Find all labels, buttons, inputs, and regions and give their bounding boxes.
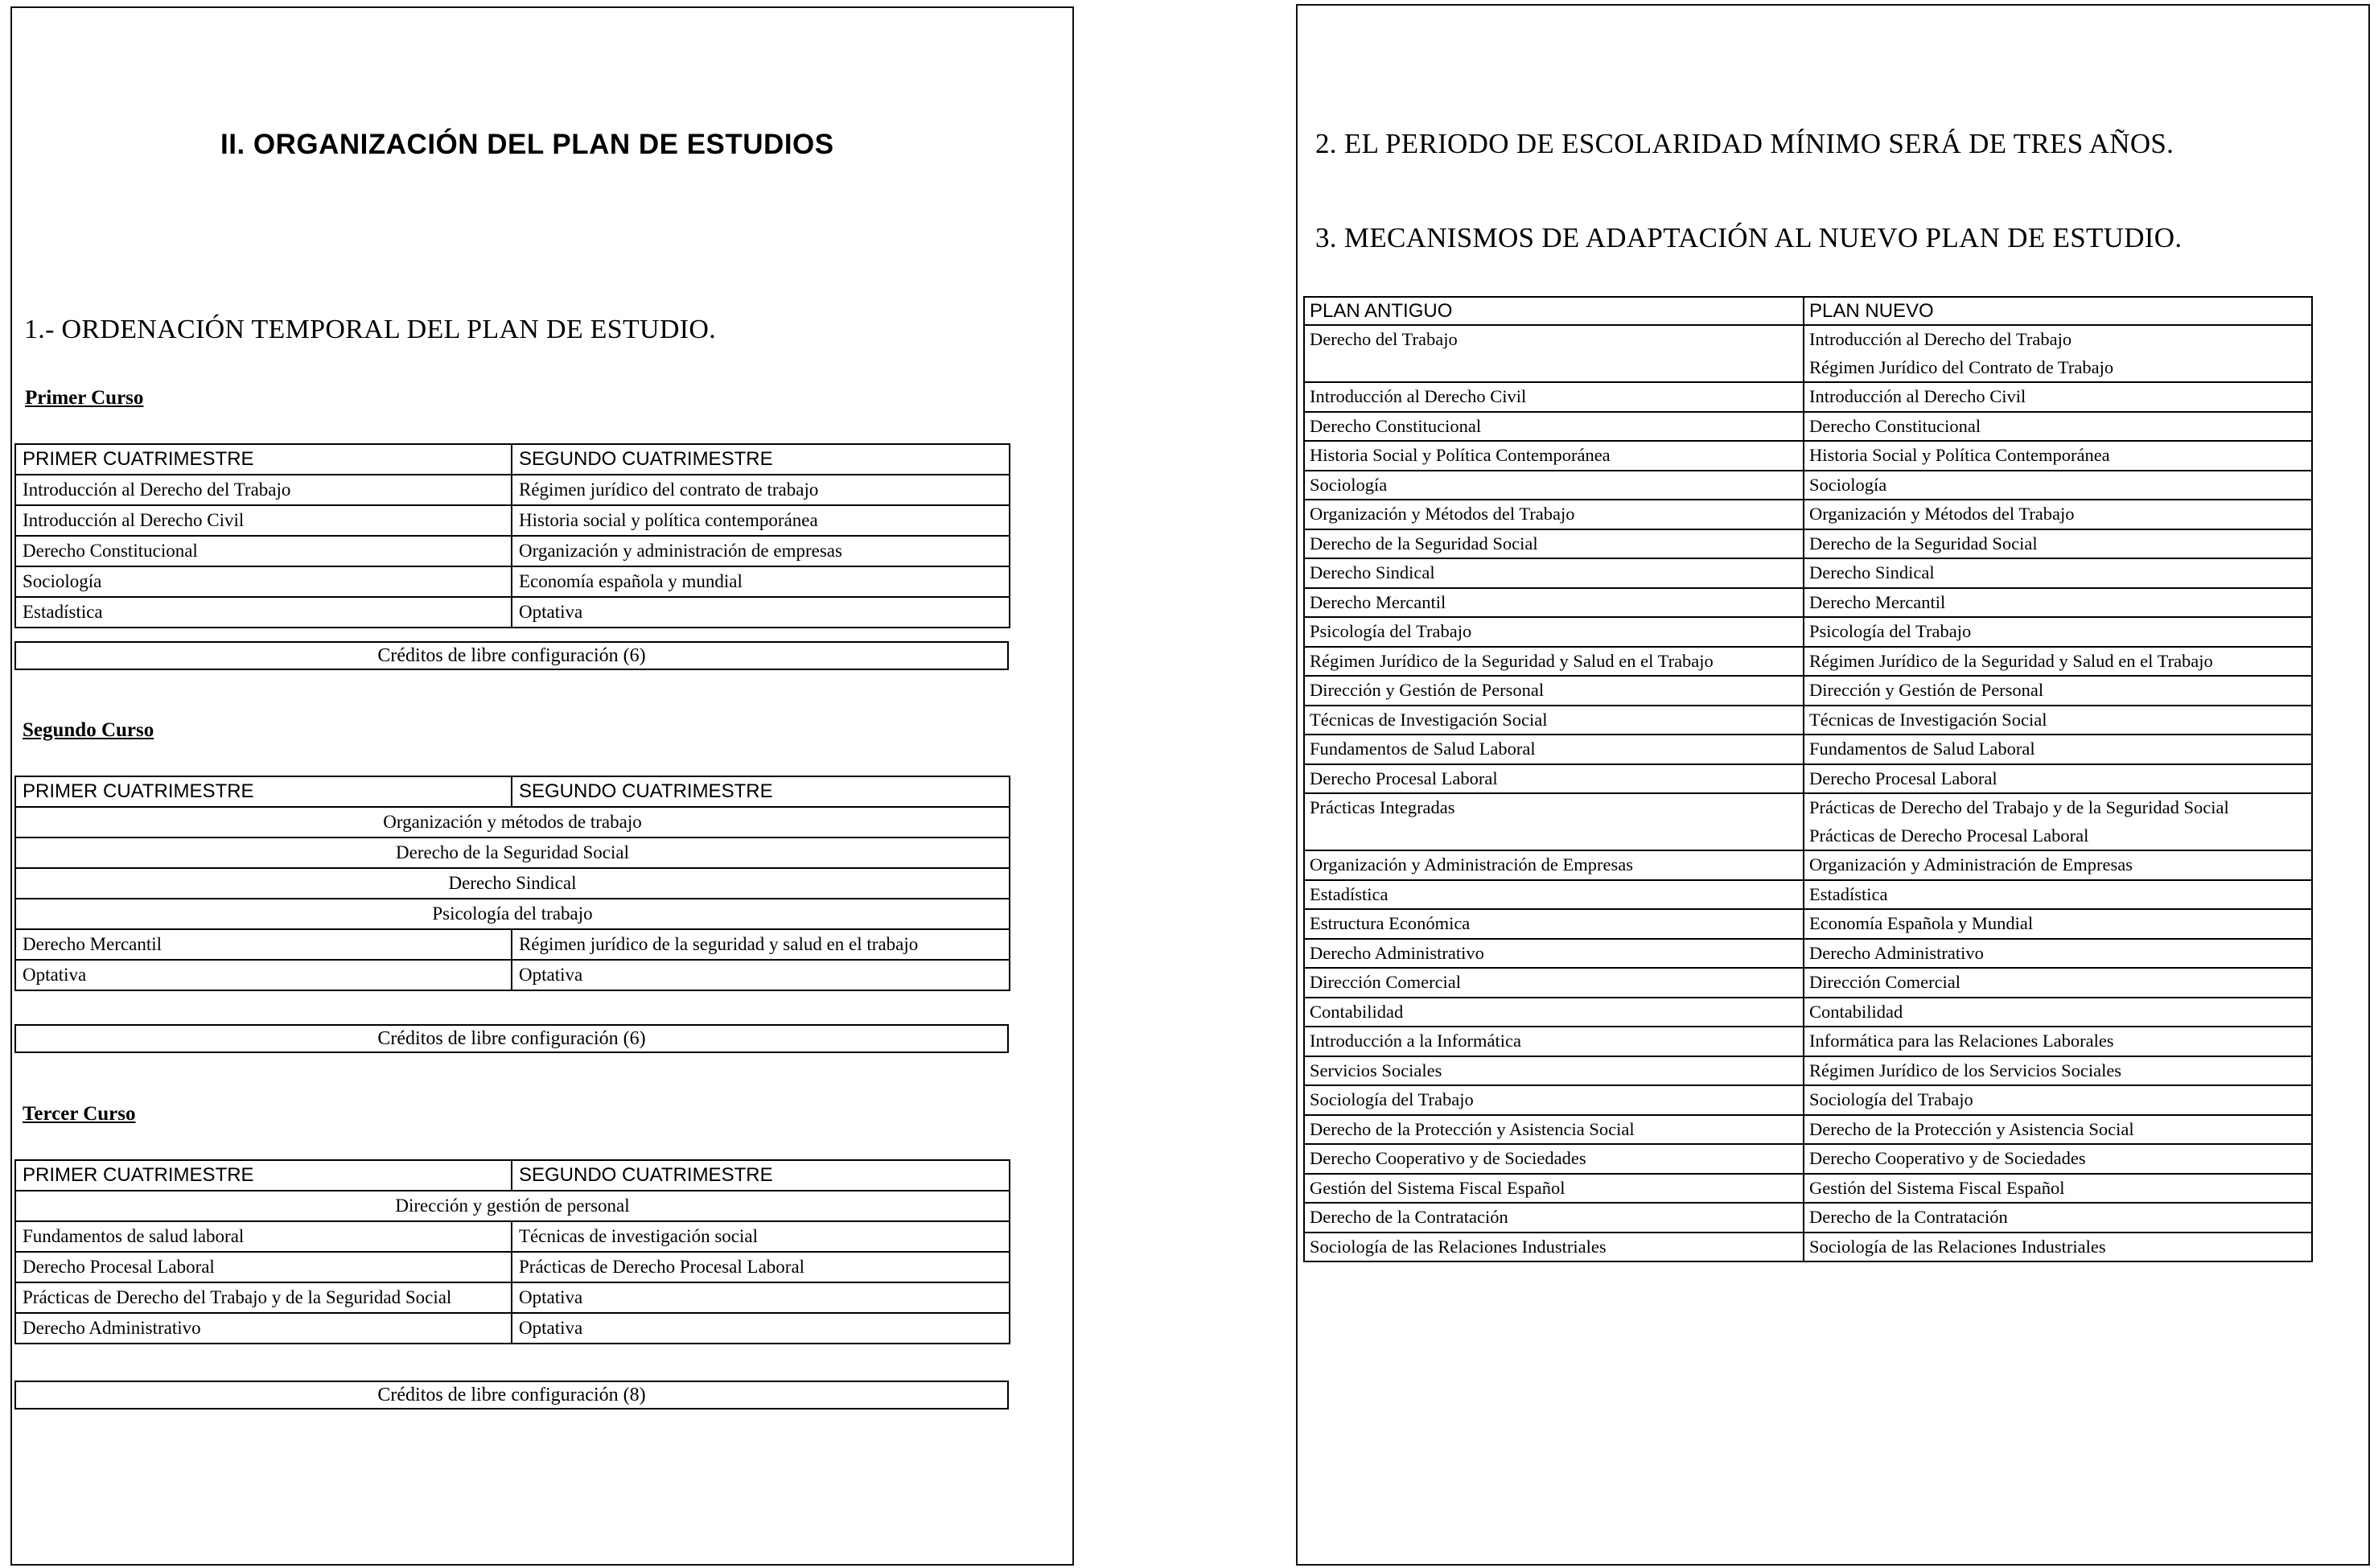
table-row bbox=[1304, 529, 2312, 559]
plan-nuevo-cell: Psicología del Trabajo bbox=[1804, 617, 2312, 647]
plan-antiguo-cell: Estadística bbox=[1304, 880, 1804, 910]
table-cell: Prácticas de Derecho Procesal Laboral bbox=[512, 1252, 1010, 1282]
table-row bbox=[1304, 909, 2312, 939]
plan-nuevo-cell: Derecho Procesal Laboral bbox=[1804, 764, 2312, 794]
section-heading-ordenacion: 1.- ORDENACIÓN TEMPORAL DEL PLAN DE ESTUDIO. bbox=[24, 315, 717, 344]
plan-antiguo-cell: Prácticas Integradas bbox=[1304, 793, 1804, 850]
table-row bbox=[15, 1191, 1010, 1221]
segundo-curso-table bbox=[14, 776, 1010, 991]
plan-nuevo-cell: Régimen Jurídico de los Servicios Sociales bbox=[1804, 1056, 2312, 1086]
table-cell: Optativa bbox=[512, 960, 1010, 990]
plan-nuevo-cell: Sociología de las Relaciones Industriales bbox=[1804, 1233, 2312, 1262]
table-row bbox=[1304, 1085, 2312, 1115]
plan-nuevo-cell: Derecho de la Protección y Asistencia Social bbox=[1804, 1115, 2312, 1145]
header-primer-cuatrimestre: PRIMER CUATRIMESTRE bbox=[15, 444, 512, 475]
plan-nuevo-cell: Técnicas de Investigación Social bbox=[1804, 706, 2312, 735]
table-row bbox=[1304, 500, 2312, 529]
plan-antiguo-cell: Sociología de las Relaciones Industriales bbox=[1304, 1233, 1804, 1262]
plan-nuevo-cell: Gestión del Sistema Fiscal Español bbox=[1804, 1174, 2312, 1204]
table-row bbox=[1304, 325, 2312, 382]
plan-antiguo-cell: Derecho Administrativo bbox=[1304, 939, 1804, 969]
plan-antiguo-cell: Derecho Mercantil bbox=[1304, 588, 1804, 618]
plan-antiguo-cell: Introducción al Derecho Civil bbox=[1304, 382, 1804, 412]
plan-antiguo-cell: Historia Social y Política Contemporánea bbox=[1304, 441, 1804, 471]
plan-antiguo-cell: Derecho de la Seguridad Social bbox=[1304, 529, 1804, 559]
table-header-row bbox=[15, 1160, 1010, 1191]
plan-antiguo-cell: Derecho Cooperativo y de Sociedades bbox=[1304, 1144, 1804, 1174]
plan-nuevo-cell: Derecho Sindical bbox=[1804, 558, 2312, 588]
primer-curso-table bbox=[14, 443, 1010, 628]
table-row bbox=[1304, 998, 2312, 1027]
plan-nuevo-cell: Contabilidad bbox=[1804, 998, 2312, 1027]
plan-antiguo-cell: Derecho Procesal Laboral bbox=[1304, 764, 1804, 794]
table-row bbox=[1304, 850, 2312, 880]
table-row bbox=[15, 868, 1010, 899]
header-segundo-cuatrimestre: SEGUNDO CUATRIMESTRE bbox=[512, 776, 1010, 807]
plan-nuevo-cell: Estadística bbox=[1804, 880, 2312, 910]
plan-antiguo-cell: Régimen Jurídico de la Seguridad y Salud en el Trabajo bbox=[1304, 647, 1804, 677]
table-row bbox=[1304, 676, 2312, 706]
plan-nuevo-cell: Economía Española y Mundial bbox=[1804, 909, 2312, 939]
table-row bbox=[15, 899, 1010, 929]
plan-nuevo-line: Prácticas de Derecho Procesal Laboral bbox=[1809, 825, 2089, 846]
plan-nuevo-cell: Régimen Jurídico de la Seguridad y Salud en el Trabajo bbox=[1804, 647, 2312, 677]
table-row bbox=[1304, 1115, 2312, 1145]
table-row bbox=[15, 929, 1010, 960]
table-row bbox=[1304, 441, 2312, 471]
plan-antiguo-cell: Contabilidad bbox=[1304, 998, 1804, 1027]
plan-antiguo-cell: Derecho de la Protección y Asistencia Social bbox=[1304, 1115, 1804, 1145]
plan-antiguo-cell: Dirección Comercial bbox=[1304, 968, 1804, 998]
table-cell: Economía española y mundial bbox=[512, 566, 1010, 597]
tercer-curso-table bbox=[14, 1159, 1010, 1344]
plan-antiguo-cell: Introducción a la Informática bbox=[1304, 1027, 1804, 1056]
table-cell: Fundamentos de salud laboral bbox=[15, 1221, 512, 1252]
table-row bbox=[1304, 735, 2312, 764]
table-cell-spanning: Derecho de la Seguridad Social bbox=[15, 838, 1010, 868]
table-row bbox=[1304, 558, 2312, 588]
table-cell: Régimen jurídico de la seguridad y salud en el trabajo bbox=[512, 929, 1010, 960]
table-row bbox=[15, 1282, 1010, 1313]
table-row bbox=[15, 1313, 1010, 1344]
plan-nuevo-cell: Derecho Administrativo bbox=[1804, 939, 2312, 969]
header-plan-antiguo: PLAN ANTIGUO bbox=[1304, 297, 1804, 325]
plan-antiguo-cell: Derecho Constitucional bbox=[1304, 412, 1804, 442]
table-row bbox=[1304, 382, 2312, 412]
curso-heading-tercer: Tercer Curso bbox=[23, 1103, 136, 1125]
table-row bbox=[15, 1221, 1010, 1252]
plan-antiguo-cell: Derecho de la Contratación bbox=[1304, 1203, 1804, 1233]
table-row bbox=[1304, 1056, 2312, 1086]
table-cell: Derecho Procesal Laboral bbox=[15, 1252, 512, 1282]
table-row bbox=[15, 838, 1010, 868]
plan-nuevo-cell: Derecho Cooperativo y de Sociedades bbox=[1804, 1144, 2312, 1174]
table-cell: Estadística bbox=[15, 597, 512, 628]
document-title: II. ORGANIZACIÓN DEL PLAN DE ESTUDIOS bbox=[220, 129, 834, 160]
table-cell-spanning: Organización y métodos de trabajo bbox=[15, 807, 1010, 838]
curso-heading-segundo: Segundo Curso bbox=[23, 719, 154, 741]
table-row bbox=[1304, 968, 2312, 998]
table-row bbox=[1304, 1233, 2312, 1262]
table-cell: Técnicas de investigación social bbox=[512, 1221, 1010, 1252]
table-cell: Introducción al Derecho Civil bbox=[15, 505, 512, 536]
plan-nuevo-line: Introducción al Derecho del Trabajo bbox=[1809, 329, 2072, 349]
plan-antiguo-cell: Estructura Económica bbox=[1304, 909, 1804, 939]
table-cell: Historia social y política contemporánea bbox=[512, 505, 1010, 536]
table-cell: Prácticas de Derecho del Trabajo y de la Seguridad Social bbox=[15, 1282, 512, 1313]
table-cell: Régimen jurídico del contrato de trabajo bbox=[512, 475, 1010, 505]
table-row bbox=[15, 960, 1010, 990]
table-row bbox=[1304, 793, 2312, 850]
table-row bbox=[15, 536, 1010, 566]
plan-nuevo-cell bbox=[1804, 325, 2312, 382]
plan-nuevo-line: Prácticas de Derecho del Trabajo y de la Seguridad Social bbox=[1809, 797, 2229, 817]
header-segundo-cuatrimestre: SEGUNDO CUATRIMESTRE bbox=[512, 1160, 1010, 1191]
table-cell: Derecho Administrativo bbox=[15, 1313, 512, 1344]
plan-nuevo-cell: Derecho Constitucional bbox=[1804, 412, 2312, 442]
table-row bbox=[1304, 939, 2312, 969]
table-header-row bbox=[15, 776, 1010, 807]
curso-heading-primer: Primer Curso bbox=[25, 387, 144, 409]
plan-nuevo-cell: Organización y Métodos del Trabajo bbox=[1804, 500, 2312, 529]
left-page bbox=[10, 6, 1074, 1566]
header-segundo-cuatrimestre: SEGUNDO CUATRIMESTRE bbox=[512, 444, 1010, 475]
plan-antiguo-cell: Sociología del Trabajo bbox=[1304, 1085, 1804, 1115]
table-row bbox=[15, 566, 1010, 597]
table-row bbox=[1304, 1203, 2312, 1233]
plan-antiguo-cell: Sociología bbox=[1304, 471, 1804, 500]
plan-antiguo-cell: Servicios Sociales bbox=[1304, 1056, 1804, 1086]
table-row bbox=[1304, 588, 2312, 618]
plan-antiguo-cell: Organización y Administración de Empresas bbox=[1304, 850, 1804, 880]
table-row bbox=[15, 807, 1010, 838]
table-row bbox=[1304, 647, 2312, 677]
table-row bbox=[15, 1252, 1010, 1282]
plan-nuevo-cell: Sociología bbox=[1804, 471, 2312, 500]
table-cell: Organización y administración de empresas bbox=[512, 536, 1010, 566]
credits-box-primer: Créditos de libre configuración (6) bbox=[14, 641, 1009, 670]
header-primer-cuatrimestre: PRIMER CUATRIMESTRE bbox=[15, 776, 512, 807]
plan-nuevo-cell: Derecho Mercantil bbox=[1804, 588, 2312, 618]
table-row bbox=[1304, 617, 2312, 647]
plan-antiguo-cell: Psicología del Trabajo bbox=[1304, 617, 1804, 647]
table-row bbox=[1304, 471, 2312, 500]
table-row bbox=[15, 597, 1010, 628]
plan-antiguo-cell: Organización y Métodos del Trabajo bbox=[1304, 500, 1804, 529]
table-row bbox=[1304, 764, 2312, 794]
table-row bbox=[15, 475, 1010, 505]
plan-nuevo-cell: Dirección Comercial bbox=[1804, 968, 2312, 998]
table-row bbox=[1304, 412, 2312, 442]
plan-nuevo-cell: Sociología del Trabajo bbox=[1804, 1085, 2312, 1115]
table-row bbox=[15, 505, 1010, 536]
plan-nuevo-cell: Organización y Administración de Empresas bbox=[1804, 850, 2312, 880]
header-plan-nuevo: PLAN NUEVO bbox=[1804, 297, 2312, 325]
table-header-row bbox=[15, 444, 1010, 475]
table-row bbox=[1304, 706, 2312, 735]
credits-box-segundo: Créditos de libre configuración (6) bbox=[14, 1024, 1009, 1053]
heading-mecanismos-adaptacion: 3. MECANISMOS DE ADAPTACIÓN AL NUEVO PLAN DE ESTUDIO. bbox=[1315, 222, 2183, 253]
table-header-row bbox=[1304, 297, 2312, 325]
table-cell: Optativa bbox=[15, 960, 512, 990]
header-primer-cuatrimestre: PRIMER CUATRIMESTRE bbox=[15, 1160, 512, 1191]
table-cell: Introducción al Derecho del Trabajo bbox=[15, 475, 512, 505]
plan-antiguo-cell: Gestión del Sistema Fiscal Español bbox=[1304, 1174, 1804, 1204]
plan-antiguo-cell: Fundamentos de Salud Laboral bbox=[1304, 735, 1804, 764]
table-cell-spanning: Dirección y gestión de personal bbox=[15, 1191, 1010, 1221]
table-row bbox=[1304, 1144, 2312, 1174]
table-row bbox=[1304, 1174, 2312, 1204]
table-cell: Derecho Constitucional bbox=[15, 536, 512, 566]
plan-antiguo-cell: Dirección y Gestión de Personal bbox=[1304, 676, 1804, 706]
table-cell-spanning: Derecho Sindical bbox=[15, 868, 1010, 899]
plan-antiguo-cell: Derecho Sindical bbox=[1304, 558, 1804, 588]
table-cell: Optativa bbox=[512, 597, 1010, 628]
heading-periodo-escolaridad: 2. EL PERIODO DE ESCOLARIDAD MÍNIMO SERÁ DE TRES AÑOS. bbox=[1315, 128, 2174, 159]
table-cell: Derecho Mercantil bbox=[15, 929, 512, 960]
table-cell-spanning: Psicología del trabajo bbox=[15, 899, 1010, 929]
plan-antiguo-cell: Técnicas de Investigación Social bbox=[1304, 706, 1804, 735]
plan-nuevo-cell: Historia Social y Política Contemporánea bbox=[1804, 441, 2312, 471]
credits-box-tercer: Créditos de libre configuración (8) bbox=[14, 1381, 1009, 1410]
plan-nuevo-cell: Dirección y Gestión de Personal bbox=[1804, 676, 2312, 706]
table-row bbox=[1304, 880, 2312, 910]
plan-nuevo-cell: Derecho de la Contratación bbox=[1804, 1203, 2312, 1233]
table-cell: Sociología bbox=[15, 566, 512, 597]
table-cell: Optativa bbox=[512, 1282, 1010, 1313]
table-cell: Optativa bbox=[512, 1313, 1010, 1344]
plan-nuevo-line: Régimen Jurídico del Contrato de Trabajo bbox=[1809, 356, 2114, 377]
plan-nuevo-cell bbox=[1804, 793, 2312, 850]
right-page bbox=[1296, 4, 2370, 1566]
adaptation-table bbox=[1303, 296, 2313, 1262]
plan-nuevo-cell: Fundamentos de Salud Laboral bbox=[1804, 735, 2312, 764]
plan-nuevo-cell: Informática para las Relaciones Laborales bbox=[1804, 1027, 2312, 1056]
table-row bbox=[1304, 1027, 2312, 1056]
plan-nuevo-cell: Derecho de la Seguridad Social bbox=[1804, 529, 2312, 559]
plan-antiguo-cell: Derecho del Trabajo bbox=[1304, 325, 1804, 382]
plan-nuevo-cell: Introducción al Derecho Civil bbox=[1804, 382, 2312, 412]
